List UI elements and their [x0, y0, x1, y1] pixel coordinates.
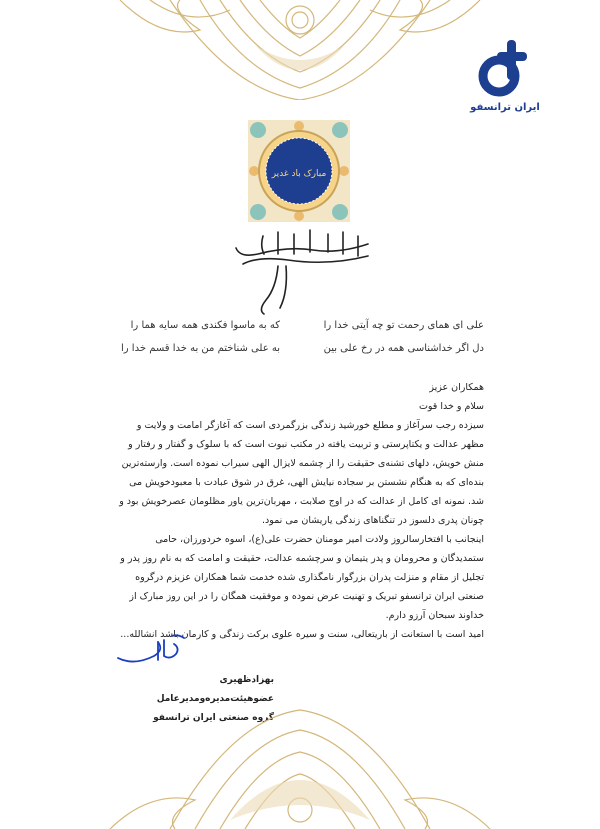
logo-mark-icon — [473, 38, 537, 100]
signatory-title: عضوهیئت‌مدیره‌ومدیرعامل — [156, 694, 274, 704]
handwritten-signature — [114, 632, 190, 668]
signatory-name: بهزادظهیری — [219, 675, 274, 685]
basmala-calligraphy — [218, 226, 383, 316]
ghadir-emblem — [248, 120, 350, 222]
bottom-ornament — [0, 700, 600, 829]
poem-line-left-2: به علی شناختم من به خدا قسم خدا را — [121, 343, 280, 354]
emblem-text: مبارک باد غدیر — [271, 169, 327, 179]
paragraph-1: سیزده رجب سرآغاز و مطلع خورشید زندگی بزرگمردی است که آغازگر امامت و ولایت و مظهر عدالت و یکتاپرستی و تربیت یافته در مکتب نبوت است که با سلوک و گفتار و رفتار و منش خویش، دلهای تشنه‌ی حقیقت را از چشمه لایزال الهی سیراب نموده است. وارسته‌ترین بنده‌ای که به هنگام نشستن بر سجاده نیایش الهی، غرق در شوق عبادت با معبودخویش می شد. نمونه ای کامل از عدالت که در اوج صلابت ، مهربان‌ترین یاور مظلومان عصرخویش بود و چونان پدری دلسوز در تنگناهای زندگی یاریشان می نمود. — [119, 420, 484, 526]
salutation: همکاران عزیز — [429, 382, 484, 393]
logo-name: ایران ترانسفو — [470, 102, 540, 113]
poem-line-right-1: علی ای همای رحمت تو چه آیتی خدا را — [323, 320, 484, 331]
poem-line-left-1: که به ماسوا فکندی همه سایه هما را — [130, 320, 280, 331]
signatory-company: گروه صنعتی ایران ترانسفو — [153, 713, 274, 723]
closing-line: امید است با استعانت از باریتعالی، سنت و سیره علوی برکت زندگی و کارمان باشد انشالله... — [120, 629, 484, 640]
greeting: سلام و خدا قوت — [418, 401, 484, 412]
poem-line-right-2: دل اگر خداشناسی همه در رخ علی بین — [323, 343, 484, 354]
company-logo — [470, 38, 540, 128]
paragraph-2: اینجانب با افتخارسالروز ولادت امیر مومنان حضرت علی(ع)، اسوه خردورزان، حامی ستمدیدگان و محرومان و پدر یتیمان و سرچشمه عدالت، حقیقت و امامت که به نام روز پدر و تجلیل از مقام و منزلت پدران بزرگوار نامگذاری شده خدمت شما همکاران عزیزم درگروه صنعتی ایران ترانسفو تبریک و تهنیت عرض نموده و موفقیت همگان را در این روز مبارک از خداوند سبحان آرزو دارم. — [120, 534, 484, 621]
letter-body — [114, 378, 484, 644]
